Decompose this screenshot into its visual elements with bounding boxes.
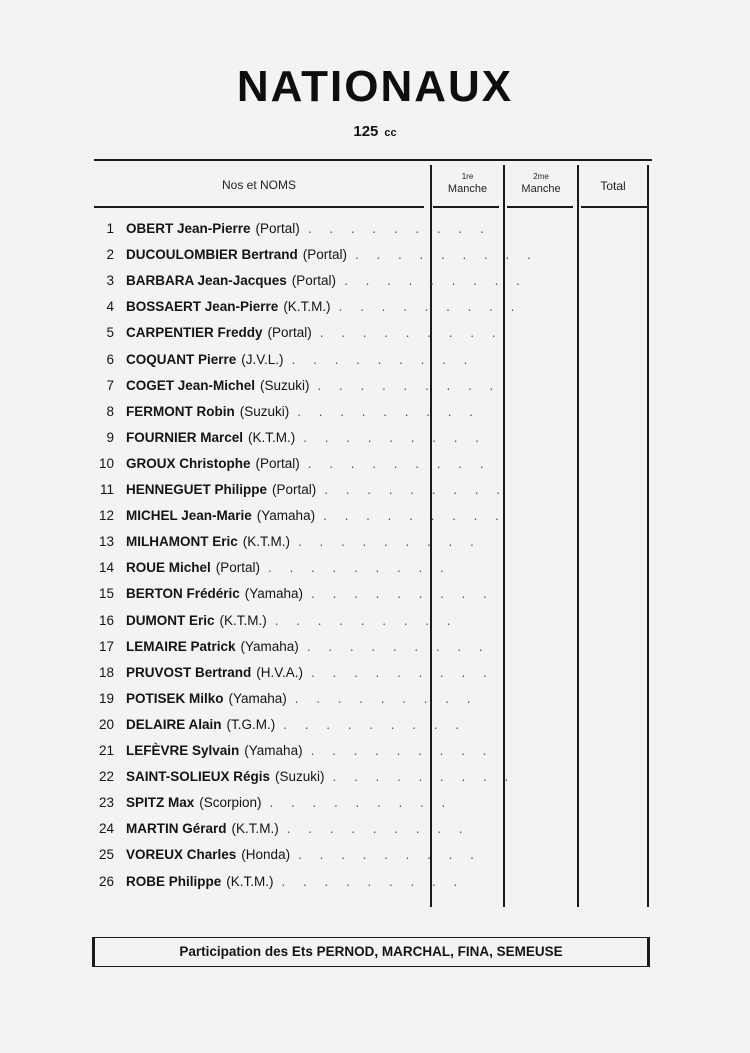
table-row xyxy=(92,716,467,743)
rider-make: (Yamaha) xyxy=(244,586,304,602)
rider-make: (Suzuki) xyxy=(260,377,310,393)
rider-name: CARPENTIER Freddy xyxy=(126,325,263,341)
rider-name: SAINT-SOLIEUX Régis xyxy=(126,769,271,785)
header-bottom-rule-total xyxy=(581,206,647,208)
rider-make: (Yamaha) xyxy=(228,690,287,706)
leader-dots: . . . . . . . . . xyxy=(324,482,508,497)
leader-dots: . . . . . . . . . xyxy=(274,612,458,628)
leader-dots: . . . . . . . . . xyxy=(338,299,522,315)
rider-number: 1 xyxy=(106,221,114,236)
leader-dots: . . . . . . . . . xyxy=(297,403,481,419)
leader-dots: . . . . . . . . . xyxy=(294,690,478,706)
column-divider-3 xyxy=(577,165,579,907)
rider-number: 14 xyxy=(98,560,114,576)
leader-dots: . . . . . . . . . xyxy=(298,847,481,863)
rider-make: (Honda) xyxy=(241,847,291,863)
table-row xyxy=(92,247,538,273)
header-bottom-rule-manche1 xyxy=(433,206,499,208)
table-row xyxy=(92,508,506,534)
table-row xyxy=(92,638,490,665)
rider-number: 5 xyxy=(106,325,114,341)
rider-make: (Suzuki) xyxy=(275,769,325,785)
rider-make: (K.T.M.) xyxy=(248,429,296,445)
rider-make: (K.T.M.) xyxy=(242,534,291,550)
table-row xyxy=(92,612,458,639)
rider-number: 16 xyxy=(98,612,114,628)
rider-name: BARBARA Jean-Jacques xyxy=(126,273,287,289)
header-manche2-label: Manche xyxy=(521,183,561,195)
rider-name: LEFÈVRE Sylvain xyxy=(126,743,240,758)
leader-dots: . . . . . . . . . xyxy=(303,429,487,445)
table-row xyxy=(92,221,491,247)
class-unit: cc xyxy=(384,127,397,139)
table-row xyxy=(92,377,501,404)
table-row xyxy=(92,664,494,691)
leader-dots: . . . . . . . . . xyxy=(311,664,494,680)
leader-dots: . . . . . . . . . xyxy=(307,221,491,236)
page-title: NATIONAUX xyxy=(236,62,514,111)
leader-dots: . . . . . . . . . xyxy=(323,508,506,524)
rider-make: (Portal) xyxy=(302,247,348,263)
leader-dots: . . . . . . . . . xyxy=(298,534,481,550)
rider-name: DUCOULOMBIER Bertrand xyxy=(126,247,298,263)
rider-name: DELAIRE Alain xyxy=(126,716,222,732)
table-row xyxy=(92,403,481,430)
rider-make: (K.T.M.) xyxy=(219,612,267,628)
header-manche2-ordinal: 2me xyxy=(533,172,549,181)
rider-make: (Portal) xyxy=(291,273,337,289)
rider-name: LEMAIRE Patrick xyxy=(126,638,236,654)
rider-name: BERTON Frédéric xyxy=(126,586,240,602)
rider-number: 17 xyxy=(98,638,114,654)
table-row xyxy=(92,873,465,900)
table-row xyxy=(92,299,522,325)
leader-dots: . . . . . . . . . xyxy=(344,273,527,289)
rider-number: 13 xyxy=(98,534,114,550)
table-row xyxy=(92,847,481,873)
leader-dots: . . . . . . . . . xyxy=(291,351,475,367)
rider-make: (K.T.M.) xyxy=(231,821,279,837)
rider-name: MARTIN Gérard xyxy=(126,821,227,837)
header-names: Nos et NOMS xyxy=(221,178,296,192)
rider-make: (Portal) xyxy=(267,325,312,341)
rider-make: (H.V.A.) xyxy=(256,664,304,680)
rider-name: MILHAMONT Eric xyxy=(126,534,238,550)
table-row xyxy=(92,325,503,351)
header-manche1 xyxy=(432,170,503,196)
rider-name: COGET Jean-Michel xyxy=(126,377,256,393)
table-row xyxy=(92,743,494,769)
table-row xyxy=(92,455,491,482)
header-total: Total xyxy=(600,179,626,193)
rider-make: (Yamaha) xyxy=(244,743,303,758)
header-manche1-ordinal: 1re xyxy=(461,172,474,181)
rider-make: (T.G.M.) xyxy=(226,716,276,732)
header-manche1-label: Manche xyxy=(447,183,488,195)
rider-number: 7 xyxy=(106,377,114,393)
rider-make: (J.V.L.) xyxy=(241,351,284,367)
leader-dots: . . . . . . . . . xyxy=(269,795,453,811)
column-divider-4 xyxy=(647,165,649,907)
rider-number: 9 xyxy=(106,429,114,445)
rider-number: 3 xyxy=(106,273,114,289)
rider-name: FOURNIER Marcel xyxy=(126,429,244,445)
rider-number: 18 xyxy=(98,664,114,680)
table-row xyxy=(92,560,451,586)
rider-number: 6 xyxy=(106,351,114,367)
rider-name: OBERT Jean-Pierre xyxy=(126,221,251,236)
leader-dots: . . . . . . . . . xyxy=(332,769,516,785)
rider-name: MICHEL Jean-Marie xyxy=(126,508,252,524)
rider-name: ROBE Philippe xyxy=(126,873,222,889)
sponsor-footer: Participation des Ets PERNOD, MARCHAL, FINA, SEMEUSE xyxy=(92,937,650,967)
rider-make: (Scorpion) xyxy=(199,795,262,811)
table-row xyxy=(92,690,478,717)
rider-name: VOREUX Charles xyxy=(126,847,237,863)
table-row xyxy=(92,534,481,560)
leader-dots: . . . . . . . . . xyxy=(306,638,490,654)
leader-dots: . . . . . . . . . xyxy=(283,716,467,732)
rider-name: SPITZ Max xyxy=(126,795,195,811)
rider-make: (Portal) xyxy=(272,482,317,497)
leader-dots: . . . . . . . . . xyxy=(355,247,538,263)
rider-make: (K.T.M.) xyxy=(283,299,331,315)
rider-number: 20 xyxy=(98,716,114,732)
rider-name: FERMONT Robin xyxy=(126,403,235,419)
rider-name: GROUX Christophe xyxy=(126,455,251,471)
rider-name: POTISEK Milko xyxy=(126,690,224,706)
header-manche2 xyxy=(505,170,577,196)
rider-number: 24 xyxy=(98,821,114,837)
rider-number: 12 xyxy=(98,508,114,524)
rider-name: BOSSAERT Jean-Pierre xyxy=(126,299,279,315)
table-row xyxy=(92,586,494,612)
rider-number: 15 xyxy=(98,586,114,602)
rider-number: 8 xyxy=(106,403,114,419)
leader-dots: . . . . . . . . . xyxy=(307,455,491,471)
table-row xyxy=(92,351,475,378)
rider-number: 19 xyxy=(98,690,114,706)
header-bottom-rule-manche2 xyxy=(507,206,573,208)
rider-number: 22 xyxy=(98,769,114,785)
leader-dots: . . . . . . . . . xyxy=(310,743,494,758)
rider-name: PRUVOST Bertrand xyxy=(126,664,252,680)
rider-name: HENNEGUET Philippe xyxy=(126,482,268,497)
leader-dots: . . . . . . . . . xyxy=(286,821,470,837)
rider-number: 25 xyxy=(98,847,114,863)
table-row xyxy=(92,769,516,795)
leader-dots: . . . . . . . . . xyxy=(311,586,494,602)
rider-name: ROUE Michel xyxy=(126,560,211,576)
rider-make: (Portal) xyxy=(215,560,261,576)
rider-make: (Portal) xyxy=(255,221,300,236)
class-size: 125 xyxy=(353,123,379,140)
rider-number: 23 xyxy=(98,795,114,811)
rider-make: (Yamaha) xyxy=(256,508,316,524)
class-subtitle xyxy=(0,123,750,140)
rider-make: (Portal) xyxy=(255,455,300,471)
leader-dots: . . . . . . . . . xyxy=(281,873,465,889)
rider-number: 26 xyxy=(98,873,114,889)
leader-dots: . . . . . . . . . xyxy=(317,377,501,393)
table-row xyxy=(92,429,487,456)
rider-make: (K.T.M.) xyxy=(226,873,274,889)
table-row xyxy=(92,821,470,847)
table-row xyxy=(92,795,453,821)
rider-number: 11 xyxy=(99,482,114,497)
rider-number: 4 xyxy=(106,299,114,315)
leader-dots: . . . . . . . . . xyxy=(319,325,503,341)
rider-make: (Suzuki) xyxy=(239,403,290,419)
rider-number: 2 xyxy=(106,247,114,263)
leader-dots: . . . . . . . . . xyxy=(268,560,451,576)
table-top-rule xyxy=(94,159,652,161)
header-bottom-rule-names xyxy=(94,206,424,208)
rider-make: (Yamaha) xyxy=(240,638,299,654)
rider-name: COQUANT Pierre xyxy=(126,351,237,367)
rider-number: 21 xyxy=(98,743,114,758)
rider-number: 10 xyxy=(98,455,114,471)
table-row xyxy=(92,273,527,299)
table-row xyxy=(92,482,508,508)
rider-name: DUMONT Eric xyxy=(126,612,215,628)
